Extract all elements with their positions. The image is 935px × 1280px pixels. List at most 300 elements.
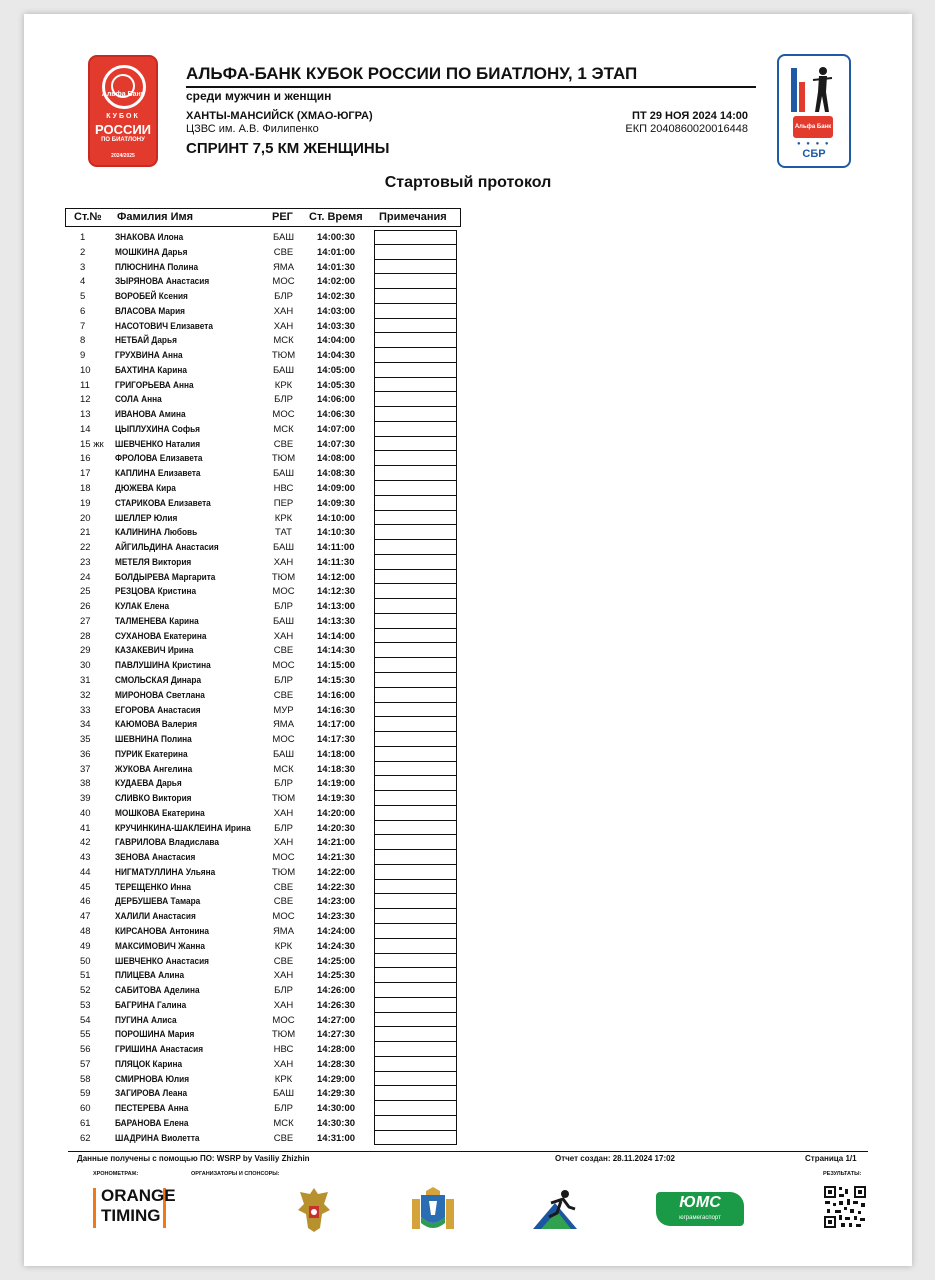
athlete-region: ХАН: [273, 837, 294, 849]
start-time: 14:19:30: [317, 793, 356, 805]
notes-cell: [374, 939, 457, 954]
bib-number: 57: [80, 1058, 91, 1070]
sbr-logo-blue-bar: [791, 68, 797, 112]
notes-cell: [374, 954, 457, 969]
athlete-name: СЛИВКО Виктория: [115, 793, 192, 804]
athlete-region: МСК: [273, 423, 294, 435]
athlete-region: КРК: [274, 940, 293, 952]
athlete-name: ЕГОРОВА Анастасия: [115, 704, 201, 715]
athlete-name: ПУРИК Екатерина: [115, 748, 188, 759]
athlete-name: КАПЛИНА Елизавета: [115, 468, 201, 479]
athlete-region: БЛР: [274, 394, 293, 406]
notes-cell: [374, 260, 457, 275]
start-time: 14:00:30: [317, 232, 356, 243]
table-row: [65, 850, 485, 865]
athlete-name: ШЕВНИНА Полина: [115, 734, 192, 745]
athlete-name: ЗЕНОВА Анастасия: [115, 852, 196, 863]
athlete-name: ТЕРЕЩЕНКО Инна: [115, 881, 191, 892]
bib-number: 60: [80, 1103, 91, 1115]
start-time: 14:16:00: [317, 689, 356, 701]
notes-cell: [374, 732, 457, 747]
table-row: [65, 511, 485, 526]
start-time: 14:08:00: [317, 453, 356, 465]
sbr-logo: [777, 54, 851, 168]
notes-cell: [374, 1042, 457, 1057]
table-row: [65, 1072, 485, 1087]
sbr-logo-dots: ● ● ● ●: [797, 141, 831, 147]
athlete-name: ГРИГОРЬЕВА Анна: [115, 379, 194, 390]
bib-number: 28: [80, 630, 91, 642]
athlete-name: ВЛАСОВА Мария: [115, 305, 186, 316]
protocol-title: Стартовый протокол: [384, 174, 552, 191]
athlete-name: БОЛДЫРЕВА Маргарита: [115, 571, 216, 582]
start-time: 14:31:00: [317, 1132, 356, 1144]
bib-number: 20: [80, 512, 91, 524]
athlete-name: КИРСАНОВА Антонина: [115, 925, 210, 936]
bib-number: 36: [80, 748, 91, 760]
start-time: 14:06:00: [317, 394, 356, 406]
table-row: [65, 348, 485, 363]
athlete-region: ЯМА: [272, 925, 295, 937]
bib-number: 22: [80, 542, 91, 554]
athlete-name: МОШКОВА Екатерина: [115, 807, 205, 818]
eagle-emblem-icon: [294, 1184, 334, 1234]
table-row: [65, 1027, 485, 1042]
bib-number: 24: [80, 571, 91, 583]
table-row: [65, 570, 485, 585]
start-time: 14:09:30: [317, 497, 356, 509]
orange-timing-line1: ORANGE: [101, 1186, 176, 1205]
athlete-name: ЗНАКОВА Илона: [115, 232, 184, 242]
start-time: 14:04:30: [317, 350, 356, 362]
bib-number: 21: [80, 527, 91, 539]
bib-number: 32: [80, 689, 91, 701]
start-time: 14:22:30: [317, 881, 356, 893]
notes-cell: [374, 289, 457, 304]
athlete-region: БЛР: [274, 291, 293, 303]
competition-date: ПТ 29 НОЯ 2024 14:00: [632, 110, 748, 122]
cup-logo: [88, 55, 158, 167]
orange-bracket-left: [93, 1188, 96, 1228]
notes-cell: [374, 540, 457, 555]
table-row: [65, 629, 485, 644]
athlete-name: ИВАНОВА Амина: [115, 409, 186, 420]
start-time: 14:08:30: [317, 468, 356, 480]
yugra-coat-of-arms-icon: [408, 1187, 458, 1233]
athlete-name: КУЛАК Елена: [115, 601, 170, 612]
athlete-region: БЛР: [274, 674, 293, 686]
notes-cell: [374, 717, 457, 732]
start-time: 14:26:00: [317, 985, 356, 997]
athlete-region: БАШ: [272, 364, 295, 376]
bib-number: 62: [80, 1132, 91, 1144]
table-row: [65, 1131, 485, 1146]
table-row: [65, 599, 485, 614]
athlete-name: САБИТОВА Аделина: [115, 985, 200, 996]
start-time: 14:29:00: [317, 1073, 356, 1085]
protocol-sheet: [24, 14, 912, 1266]
start-time: 14:21:30: [317, 852, 356, 864]
athlete-region: БАШ: [272, 232, 295, 243]
table-row: [65, 584, 485, 599]
start-time: 14:23:00: [317, 896, 356, 908]
athlete-name: КАЮМОВА Валерия: [115, 719, 198, 730]
notes-cell: [374, 629, 457, 644]
bib-number: 56: [80, 1044, 91, 1056]
athlete-region: ТЮМ: [271, 571, 296, 583]
bib-number: 3: [80, 261, 86, 273]
competition-location: ХАНТЫ-МАНСИЙСК (ХМАО-ЮГРА): [186, 110, 373, 122]
athlete-region: МСК: [273, 763, 294, 775]
notes-cell: [374, 333, 457, 348]
athlete-region: СВЕ: [273, 438, 294, 450]
competition-title: АЛЬФА-БАНК КУБОК РОССИИ ПО БИАТЛОНУ, 1 ЭТАП: [186, 64, 638, 83]
bib-number: 29: [80, 645, 91, 657]
athlete-region: ХАН: [273, 305, 294, 317]
athlete-region: ПЕР: [273, 497, 294, 509]
bib-number: 48: [80, 925, 91, 937]
table-row: [65, 909, 485, 924]
notes-cell: [374, 555, 457, 570]
table-row: [65, 880, 485, 895]
table-row: [65, 525, 485, 540]
orange-timing-line2: TIMING: [101, 1206, 161, 1225]
label-timing: ХРОНОМЕТРАЖ:: [93, 1171, 139, 1177]
bib-number: 9: [80, 350, 86, 362]
notes-cell: [374, 791, 457, 806]
table-row: [65, 717, 485, 732]
athlete-region: ТЮМ: [271, 1029, 296, 1041]
athlete-region: ТЮМ: [271, 793, 296, 805]
bib-number: 14: [80, 423, 91, 435]
bib-number: 39: [80, 793, 91, 805]
notes-cell: [374, 703, 457, 718]
start-time: 14:03:00: [317, 305, 356, 317]
competition-venue: ЦЗВС им. А.В. Филипенко: [186, 123, 319, 135]
athlete-name: МАКСИМОВИЧ Жанна: [115, 940, 205, 951]
athlete-name: ЦЫПЛУХИНА Софья: [115, 423, 201, 434]
athlete-region: БАШ: [272, 748, 295, 760]
athlete-name: КАЛИНИНА Любовь: [115, 527, 198, 538]
athlete-region: МУР: [273, 704, 294, 716]
start-time: 14:12:00: [317, 571, 356, 583]
table-row: [65, 1101, 485, 1116]
competition-ekp: ЕКП 2040860020016448: [625, 123, 748, 135]
athlete-name: МОШКИНА Дарья: [115, 246, 188, 257]
notes-cell: [374, 688, 457, 703]
table-row: [65, 1057, 485, 1072]
bib-number: 61: [80, 1117, 91, 1129]
start-time: 14:01:00: [317, 246, 356, 258]
bib-number: 23: [80, 556, 91, 568]
start-time: 14:25:00: [317, 955, 356, 967]
notes-cell: [374, 924, 457, 939]
notes-cell: [374, 392, 457, 407]
start-time: 14:02:30: [317, 291, 356, 303]
athlete-region: КРК: [274, 1073, 293, 1085]
athlete-region: ХАН: [273, 320, 294, 332]
athlete-region: МСК: [273, 1117, 294, 1129]
table-row: [65, 688, 485, 703]
notes-cell: [374, 304, 457, 319]
notes-cell: [374, 1027, 457, 1042]
bib-number: 44: [80, 866, 91, 878]
start-time: 14:29:30: [317, 1088, 356, 1100]
cup-logo-line1: КУБОК: [106, 113, 140, 120]
bib-number: 4: [80, 276, 86, 288]
athlete-name: ПЕСТЕРЕВА Анна: [115, 1103, 189, 1114]
athlete-name: БАГРИНА Галина: [115, 999, 187, 1010]
athlete-name: СМОЛЬСКАЯ Динара: [115, 674, 202, 685]
notes-cell: [374, 998, 457, 1013]
notes-cell: [374, 407, 457, 422]
table-row: [65, 806, 485, 821]
footer-source: Данные получены с помощью ПО: WSRP by Vasiliy Zhizhin: [77, 1154, 310, 1163]
notes-cell: [374, 496, 457, 511]
bib-number: 52: [80, 985, 91, 997]
athlete-region: ТЮМ: [271, 866, 296, 878]
bib-number: 34: [80, 719, 91, 731]
athlete-name: ГРИШИНА Анастасия: [115, 1044, 204, 1055]
athlete-region: МОС: [272, 734, 295, 746]
notes-cell: [374, 673, 457, 688]
bib-number: 26: [80, 601, 91, 613]
table-row: [65, 319, 485, 334]
athlete-region: СВЕ: [273, 896, 294, 908]
athlete-region: КРК: [274, 512, 293, 524]
athlete-name: ДЮЖЕВА Кира: [115, 483, 176, 494]
start-time: 14:21:00: [317, 837, 356, 849]
bib-number: 45: [80, 881, 91, 893]
table-row: [65, 983, 485, 998]
start-time: 14:13:00: [317, 601, 356, 613]
athlete-region: БЛР: [274, 601, 293, 613]
table-row: [65, 643, 485, 658]
table-row: [65, 703, 485, 718]
header-notes: Примечания: [379, 211, 447, 223]
bib-number: 54: [80, 1014, 91, 1026]
start-time: 14:15:00: [317, 660, 356, 672]
start-time: 14:16:30: [317, 704, 356, 716]
athlete-name: СМИРНОВА Юлия: [115, 1073, 190, 1084]
start-time: 14:30:30: [317, 1117, 356, 1129]
bib-number: 41: [80, 822, 91, 834]
notes-cell: [374, 1131, 457, 1146]
notes-cell: [374, 643, 457, 658]
bib-number: 59: [80, 1088, 91, 1100]
athlete-region: ЯМА: [272, 261, 295, 273]
footer-created: Отчет создан: 28.11.2024 17:02: [555, 1154, 676, 1163]
yums-logo-text: ЮМС: [679, 1194, 721, 1211]
notes-cell: [374, 481, 457, 496]
header-region: РЕГ: [272, 211, 293, 223]
athlete-name: АЙГИЛЬДИНА Анастасия: [115, 542, 219, 553]
athlete-name: ПОРОШИНА Мария: [115, 1029, 195, 1040]
athlete-region: НВС: [273, 483, 294, 495]
table-row: [65, 821, 485, 836]
table-row: [65, 614, 485, 629]
bib-number: 1: [80, 232, 86, 243]
athlete-region: БАШ: [272, 542, 295, 554]
table-row: [65, 954, 485, 969]
bib-number: 5: [80, 291, 86, 303]
notes-cell: [374, 894, 457, 909]
start-time: 14:18:00: [317, 748, 356, 760]
athlete-region: ХАН: [273, 556, 294, 568]
athlete-region: МОС: [272, 586, 295, 598]
athlete-region: МОС: [272, 660, 295, 672]
start-list: [65, 230, 485, 1145]
notes-cell: [374, 614, 457, 629]
bib-number: 46: [80, 896, 91, 908]
table-row: [65, 230, 485, 245]
table-row: [65, 378, 485, 393]
start-time: 14:28:30: [317, 1058, 356, 1070]
notes-cell: [374, 1072, 457, 1087]
notes-cell: [374, 230, 457, 245]
footer-divider: [68, 1151, 868, 1152]
cup-logo-brand: Альфа Банк: [101, 91, 145, 98]
start-time: 14:01:30: [317, 261, 356, 273]
table-row: [65, 924, 485, 939]
notes-cell: [374, 747, 457, 762]
competition-subtitle: среди мужчин и женщин: [186, 89, 332, 103]
athlete-name: НИГМАТУЛЛИНА Ульяна: [115, 866, 216, 877]
start-time: 14:11:30: [317, 556, 355, 568]
start-time: 14:05:30: [317, 379, 356, 391]
start-time: 14:02:00: [317, 276, 356, 288]
cup-logo-line2: РОССИИ: [94, 122, 152, 137]
athlete-name: МЕТЕЛЯ Виктория: [115, 556, 192, 567]
athlete-region: БАШ: [272, 615, 295, 627]
start-time: 14:07:00: [317, 423, 356, 435]
table-row: [65, 658, 485, 673]
table-row: [65, 260, 485, 275]
start-time: 14:17:00: [317, 719, 356, 731]
bib-number: 13: [80, 409, 91, 421]
notes-cell: [374, 835, 457, 850]
athlete-name: ШЕВЧЕНКО Анастасия: [115, 955, 210, 966]
athlete-name: ЖУКОВА Ангелина: [115, 763, 193, 774]
start-time: 14:20:30: [317, 822, 356, 834]
table-row: [65, 466, 485, 481]
notes-cell: [374, 1101, 457, 1116]
athlete-name: ТАЛМЕНЕВА Карина: [115, 615, 199, 626]
results-qr-code-icon[interactable]: [823, 1185, 867, 1229]
start-time: 14:24:30: [317, 940, 356, 952]
athlete-name: ШЕЛЛЕР Юлия: [115, 512, 178, 523]
athlete-region: ХАН: [273, 999, 294, 1011]
bib-number: 42: [80, 837, 91, 849]
start-time: 14:10:30: [317, 527, 356, 539]
table-row: [65, 968, 485, 983]
cup-logo-season: 2024/2025: [111, 153, 135, 159]
biathlete-figure-icon: [811, 66, 833, 116]
notes-cell: [374, 584, 457, 599]
start-time: 14:15:30: [317, 674, 356, 686]
notes-cell: [374, 363, 457, 378]
athlete-region: НВС: [273, 1044, 294, 1056]
athlete-name: СОЛА Анна: [115, 394, 162, 405]
sbr-logo-text: СБР: [802, 148, 826, 160]
athlete-name: ШАДРИНА Виолетта: [115, 1132, 200, 1143]
table-row: [65, 437, 485, 452]
notes-cell: [374, 274, 457, 289]
athlete-name: ПЛЮСНИНА Полина: [115, 261, 199, 272]
start-time: 14:22:00: [317, 866, 356, 878]
header-time: Ст. Время: [309, 211, 363, 223]
table-row: [65, 747, 485, 762]
table-row: [65, 304, 485, 319]
notes-cell: [374, 511, 457, 526]
notes-cell: [374, 983, 457, 998]
header-num: Ст.№: [74, 211, 102, 223]
notes-cell: [374, 422, 457, 437]
start-time: 14:26:30: [317, 999, 356, 1011]
athlete-region: СВЕ: [273, 1132, 294, 1144]
bib-number: 31: [80, 674, 91, 686]
notes-cell: [374, 599, 457, 614]
table-row: [65, 496, 485, 511]
bib-number: 43: [80, 852, 91, 864]
athlete-region: КРК: [274, 379, 293, 391]
athlete-region: БАШ: [272, 468, 295, 480]
athlete-region: МОС: [272, 276, 295, 288]
table-row: [65, 791, 485, 806]
start-time: 14:25:30: [317, 970, 356, 982]
table-row: [65, 1116, 485, 1131]
notes-cell: [374, 821, 457, 836]
bib-number: 47: [80, 911, 91, 923]
athlete-name: БАХТИНА Карина: [115, 364, 187, 375]
notes-cell: [374, 245, 457, 260]
athlete-region: БЛР: [274, 778, 293, 790]
bib-number: 55: [80, 1029, 91, 1041]
notes-cell: [374, 437, 457, 452]
bib-number: 6: [80, 305, 86, 317]
bib-number: 58: [80, 1073, 91, 1085]
start-time: 14:13:30: [317, 615, 356, 627]
athlete-region: МОС: [272, 852, 295, 864]
athlete-region: МОС: [272, 911, 295, 923]
start-time: 14:07:30: [317, 438, 356, 450]
athlete-name: ЗАГИРОВА Леана: [115, 1088, 188, 1099]
athlete-region: ХАН: [273, 1058, 294, 1070]
bib-number: 19: [80, 497, 91, 509]
start-time: 14:11:00: [317, 542, 355, 554]
athlete-region: ЯМА: [272, 719, 295, 731]
athlete-name: СУХАНОВА Екатерина: [115, 630, 207, 641]
athlete-name: ЗЫРЯНОВА Анастасия: [115, 276, 210, 287]
start-time: 14:27:00: [317, 1014, 356, 1026]
start-time: 14:14:00: [317, 630, 356, 642]
athlete-name: КУДАЕВА Дарья: [115, 778, 182, 789]
athlete-name: ПЛЯЦОК Карина: [115, 1058, 183, 1069]
bib-number: 16: [80, 453, 91, 465]
start-time: 14:20:00: [317, 807, 356, 819]
athlete-region: ТАТ: [275, 527, 292, 539]
bib-number: 30: [80, 660, 91, 672]
start-time: 14:09:00: [317, 483, 356, 495]
table-row: [65, 407, 485, 422]
bib-number: 17: [80, 468, 91, 480]
table-row: [65, 1013, 485, 1028]
cup-logo-line3: ПО БИАТЛОНУ: [101, 137, 145, 143]
table-row: [65, 245, 485, 260]
table-row: [65, 762, 485, 777]
notes-cell: [374, 762, 457, 777]
athlete-region: СВЕ: [273, 246, 294, 258]
